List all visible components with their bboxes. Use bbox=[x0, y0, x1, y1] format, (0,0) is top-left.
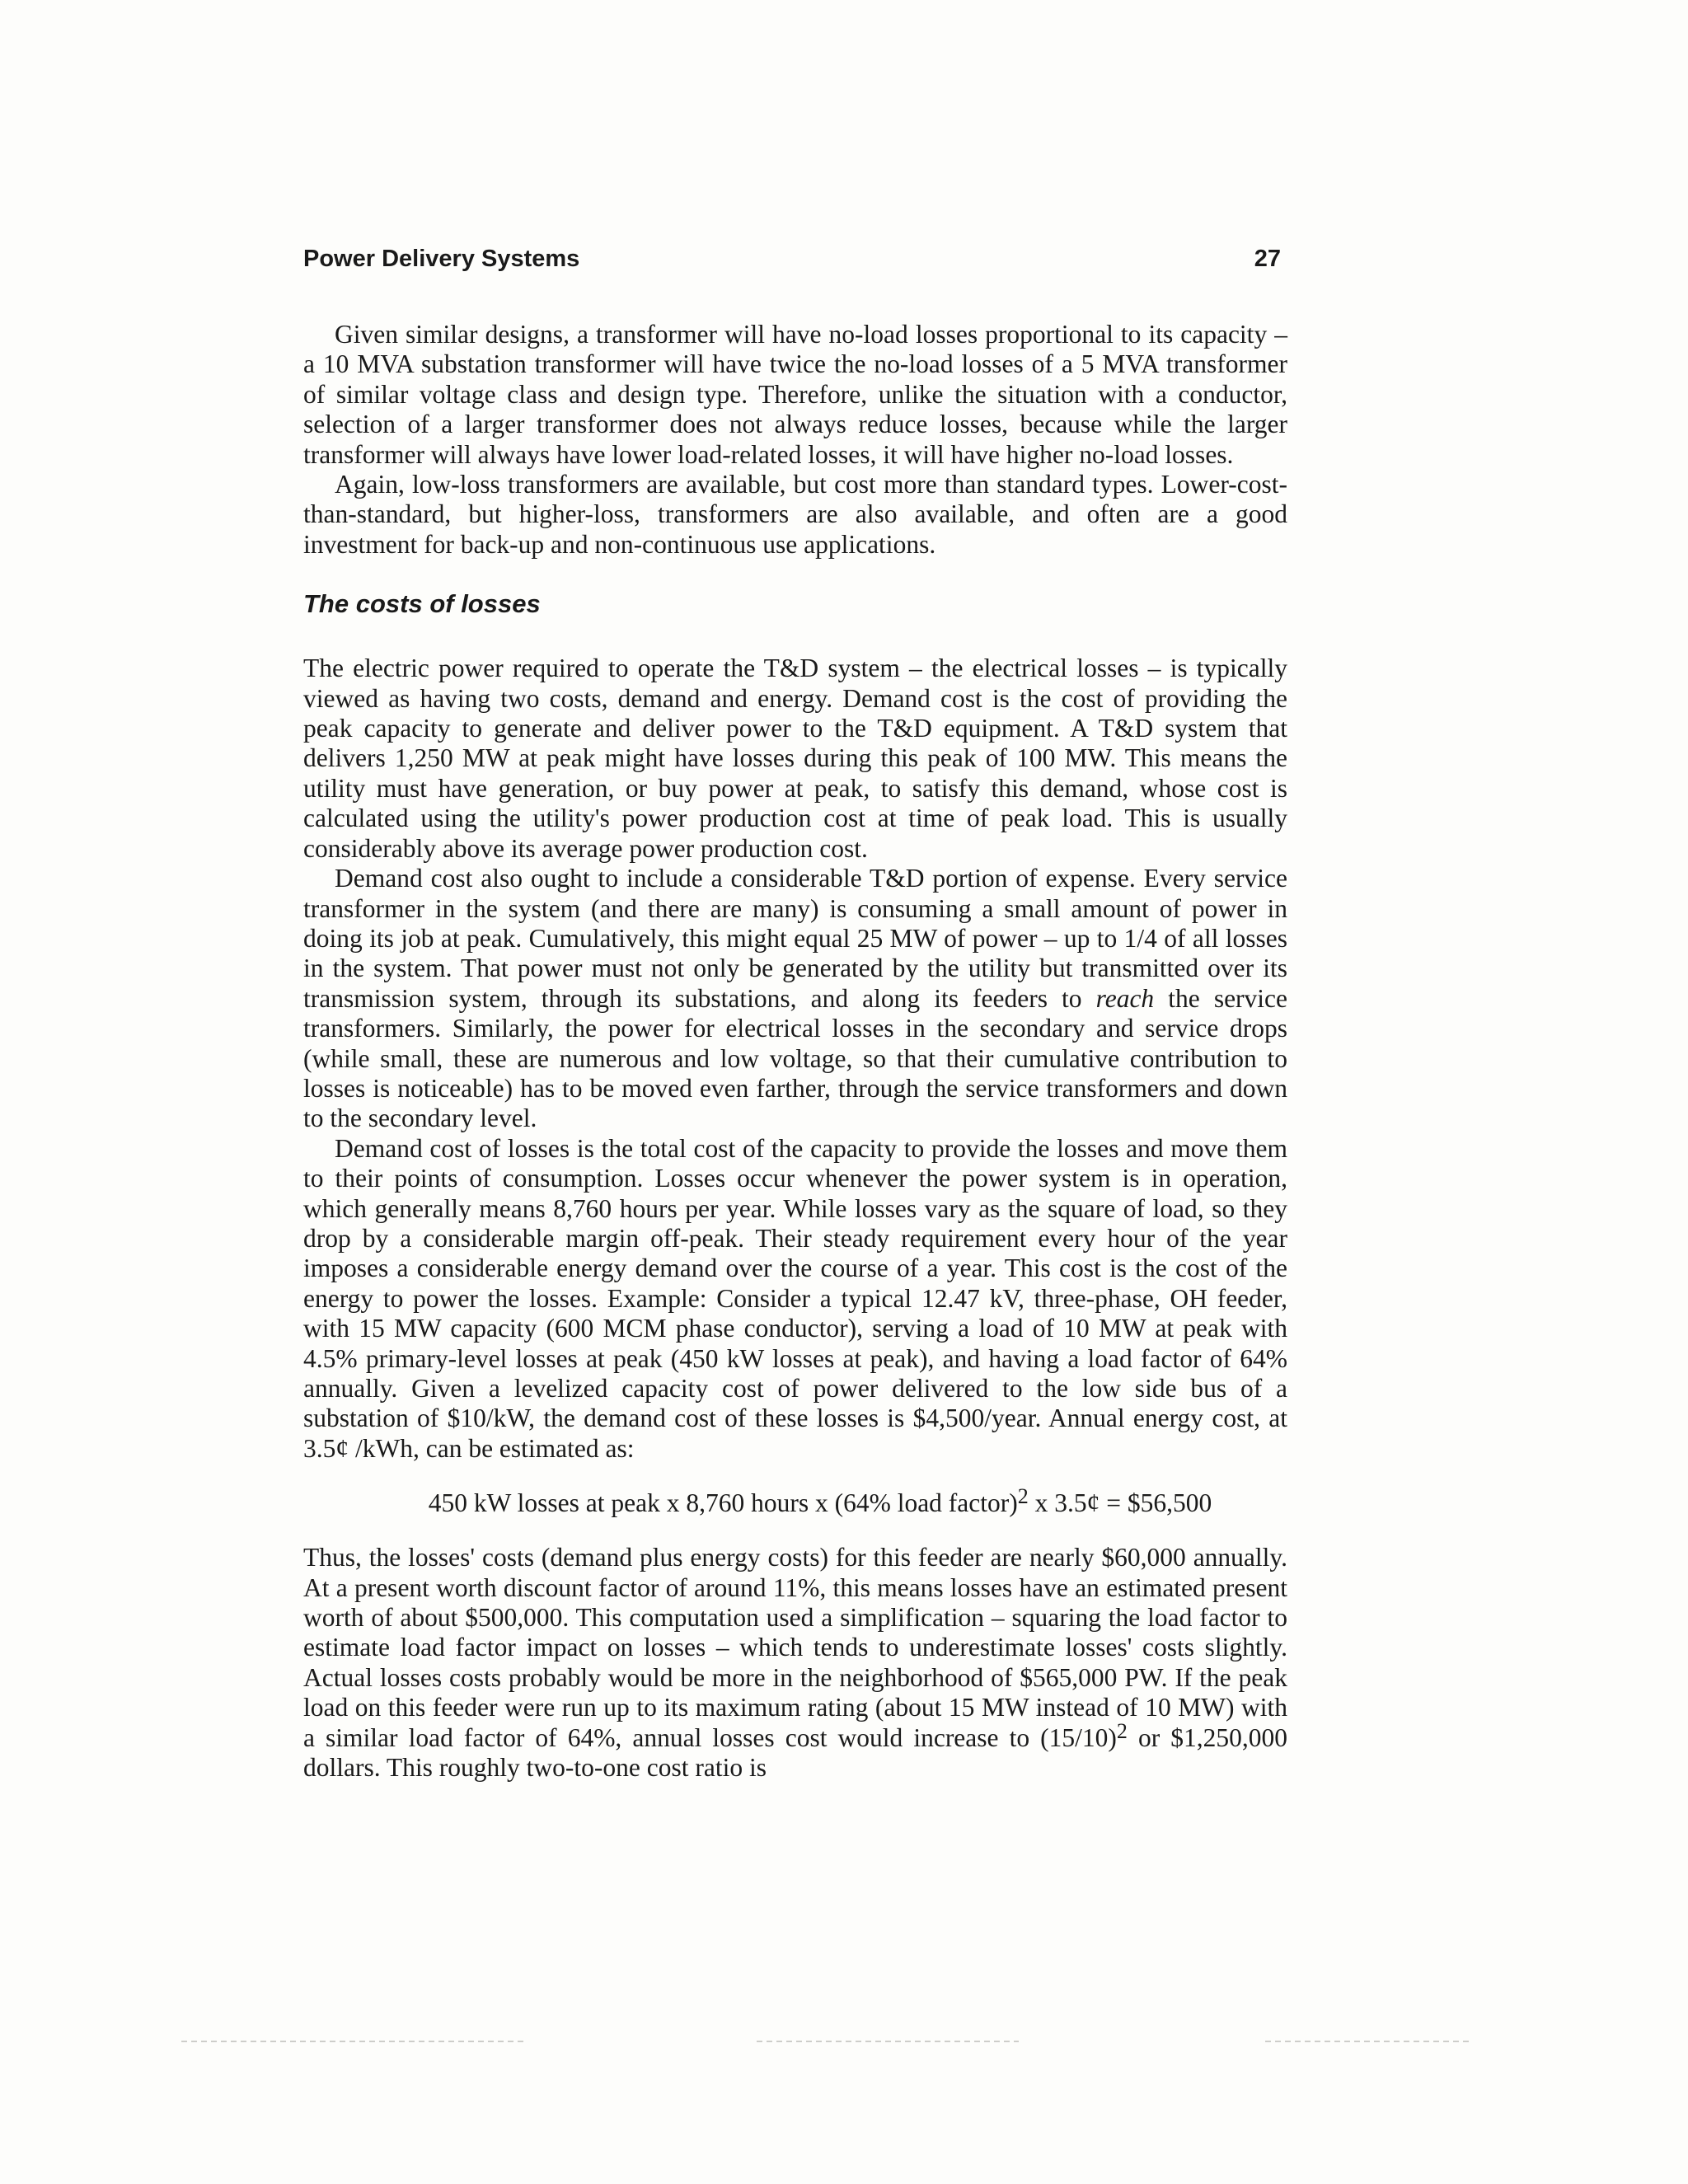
paragraph-text: Thus, the losses' costs (demand plus energy costs) for this feeder are nearly $60,000 annually. At a present worth discount factor of around 11%, this means losses have an estimated present worth of about $500,000. This computation used a simplification – squaring the load factor to estimate load factor impact on losses – which tends to underestimate losses' costs slightly. Actual losses costs probably would be more in the neighborhood of $565,000 PW. If the peak load on this feeder were run up to its maximum rating (about 15 MW instead of 10 MW) with a similar load factor of 64%, annual losses cost would increase to (15/10) bbox=[303, 1543, 1287, 1752]
paragraph bbox=[303, 864, 1287, 1134]
equation-exponent: 2 bbox=[1017, 1484, 1029, 1509]
equation-right: x 3.5¢ = $56,500 bbox=[1028, 1488, 1212, 1518]
paragraph: Given similar designs, a transformer will have no-load losses proportional to its capacity – a 10 MVA substation transformer will have twice the no-load losses of a 5 MVA transformer of similar voltage class and design type. Therefore, unlike the situation with a conductor, selection of a larger transformer does not always reduce losses, because while the larger transformer will always have lower load-related losses, it will have higher no-load losses. bbox=[303, 320, 1287, 469]
paragraph: Again, low-loss transformers are available, but cost more than standard types. Lower-cost-than-standard, but higher-loss, transformers are also available, and often are a good investment for back-up and non-continuous use applications. bbox=[303, 470, 1287, 559]
section-heading: The costs of losses bbox=[303, 589, 541, 619]
equation bbox=[303, 1484, 1287, 1520]
paragraph: Demand cost of losses is the total cost of the capacity to provide the losses and move them to their points of consumption. Losses occur whenever the power system is in operation, which generally means 8,760 hours per year. While losses vary as the square of load, so they drop by a considerable margin off-peak. Their steady requirement every hour of the year imposes a considerable energy demand over the course of a year. This cost is the cost of the energy to power the losses. Example: Consider a typical 12.47 kV, three-phase, OH feeder, with 15 MW capacity (600 MCM phase conductor), serving a load of 10 MW at peak with 4.5% primary-level losses at peak (450 kW losses at peak), and having a load factor of 64% annually. Given a levelized capacity cost of power delivered to the low side bus of a substation of $10/kW, the demand cost of these losses is $4,500/year. Annual energy cost, at 3.5¢ /kWh, can be estimated as: bbox=[303, 1133, 1287, 1463]
running-header bbox=[303, 246, 1292, 282]
paragraph: The electric power required to operate the T&D system – the electrical losses – is typically viewed as having two costs, demand and energy. Demand cost is the cost of providing the peak capacity to generate and deliver power to the T&D equipment. A T&D system that delivers 1,250 MW at peak might have losses during this peak of 100 MW. This means the utility must have generation, or buy power at peak, to satisfy this demand, whose cost is calculated using the utility's power production cost at time of peak load. This is usually considerably above its average power production cost. bbox=[303, 654, 1287, 863]
page-number: 27 bbox=[1254, 246, 1281, 272]
paragraph-text: Demand cost also ought to include a considerable T&D portion of expense. Every service transformer in the system (and there are many) is consuming a small amount of power in doing its job at peak. Cumulatively, this might equal 25 MW of power – up to 1/4 of all losses in the system. That power must not only be generated by the utility but transmitted over its transmission system, through its substations, and along its feeders to bbox=[303, 864, 1287, 1013]
paragraph-text: or $1,250,000 dollars. This roughly two-to-one cost ratio is bbox=[303, 1722, 1287, 1783]
scan-artifact-line bbox=[757, 2041, 1019, 2042]
scan-artifact-line bbox=[1265, 2041, 1471, 2042]
emphasis-text: reach bbox=[1095, 983, 1155, 1013]
paragraph-text: the service transformers. Similarly, the power for electrical losses in the secondary and service drops (while small, these are numerous and low voltage, so that their cumulative contribution to losses is noticeable) has to be moved even farther, through the service transformers and down to the secondary level. bbox=[303, 983, 1288, 1133]
scan-artifact-line bbox=[181, 2041, 523, 2042]
equation-left: 450 kW losses at peak x 8,760 hours x (64% load factor) bbox=[428, 1488, 1018, 1518]
page-body bbox=[303, 320, 1287, 1783]
running-title: Power Delivery Systems bbox=[303, 246, 580, 272]
exponent: 2 bbox=[1116, 1718, 1128, 1743]
paragraph bbox=[303, 1543, 1287, 1783]
